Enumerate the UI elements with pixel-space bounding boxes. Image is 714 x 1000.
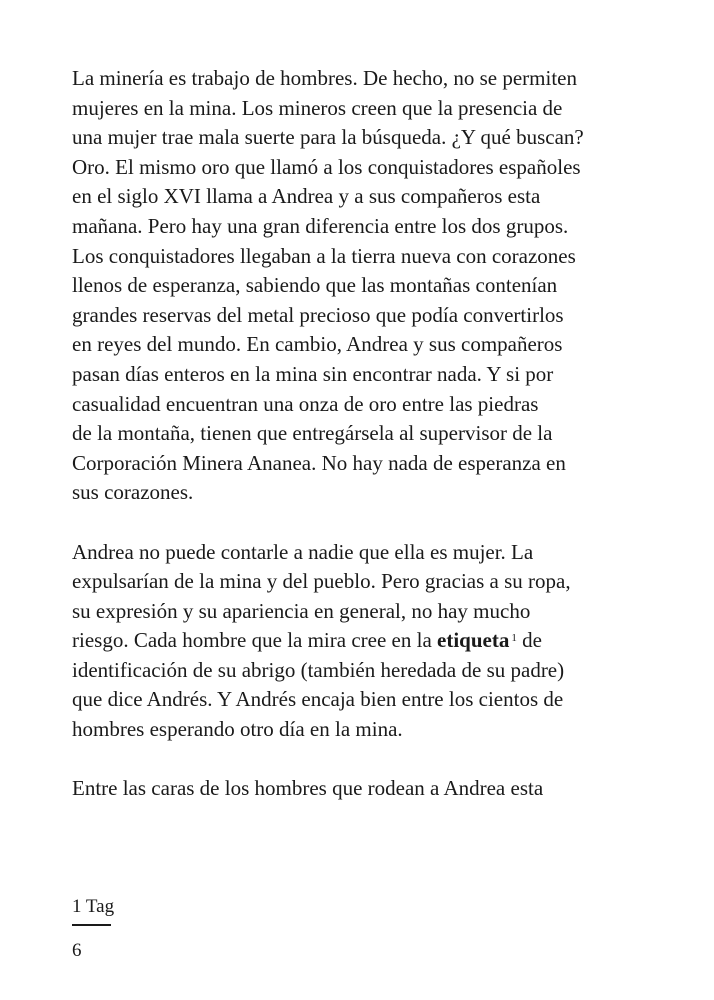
text-line: grandes reservas del metal precioso que podía convertirlos bbox=[72, 302, 564, 327]
text-line: mañana. Pero hay una gran diferencia entre los dos grupos. bbox=[72, 213, 569, 238]
text-line: una mujer trae mala suerte para la búsqueda. ¿Y qué buscan? bbox=[72, 125, 584, 150]
text-line: en reyes del mundo. En cambio, Andrea y sus compañeros bbox=[72, 332, 563, 357]
text-line: casualidad encuentran una onza de oro entre las piedras bbox=[72, 391, 539, 416]
text-line: identificación de su abrigo (también heredada de su padre) bbox=[72, 657, 565, 682]
paragraph-3 bbox=[72, 774, 672, 804]
body-text bbox=[72, 64, 672, 833]
text-line: Andrea no puede contarle a nadie que ella es mujer. La bbox=[72, 539, 534, 564]
text-line: mujeres en la mina. Los mineros creen que la presencia de bbox=[72, 95, 563, 120]
page-number: 6 bbox=[72, 940, 82, 961]
footnote-reference: 1 bbox=[511, 632, 517, 645]
text-line: llenos de esperanza, sabiendo que las montañas contenían bbox=[72, 273, 558, 298]
footnote: 1 Tag bbox=[72, 896, 115, 917]
text-line: su expresión y su apariencia en general, no hay mucho bbox=[72, 598, 531, 623]
paragraph-2 bbox=[72, 538, 672, 745]
text-line: pasan días enteros en la mina sin encontrar nada. Y si por bbox=[72, 361, 554, 386]
text-span: riesgo. Cada hombre que la mira cree en la bbox=[72, 628, 438, 653]
text-line: expulsarían de la mina y del pueblo. Pero gracias a su ropa, bbox=[72, 569, 571, 594]
glossary-term: etiqueta bbox=[437, 628, 510, 653]
text-line: La minería es trabajo de hombres. De hecho, no se permiten bbox=[72, 66, 577, 90]
paragraph-1 bbox=[72, 64, 672, 508]
text-span: de bbox=[516, 628, 542, 653]
text-line: en el siglo XVI llama a Andrea y a sus compañeros esta bbox=[72, 184, 541, 209]
footnote-divider bbox=[72, 924, 111, 926]
text-line: Entre las caras de los hombres que rodean a Andrea esta bbox=[72, 776, 544, 801]
text-line bbox=[72, 626, 672, 656]
text-line: Oro. El mismo oro que llamó a los conquistadores españoles bbox=[72, 154, 581, 179]
text-line: Corporación Minera Ananea. No hay nada de esperanza en bbox=[72, 450, 566, 475]
text-line: de la montaña, tienen que entregársela al supervisor de la bbox=[72, 421, 553, 446]
text-line: sus corazones. bbox=[72, 480, 194, 505]
text-line: Los conquistadores llegaban a la tierra nueva con corazones bbox=[72, 243, 576, 268]
text-line: que dice Andrés. Y Andrés encaja bien entre los cientos de bbox=[72, 687, 564, 712]
text-line: hombres esperando otro día en la mina. bbox=[72, 717, 403, 742]
